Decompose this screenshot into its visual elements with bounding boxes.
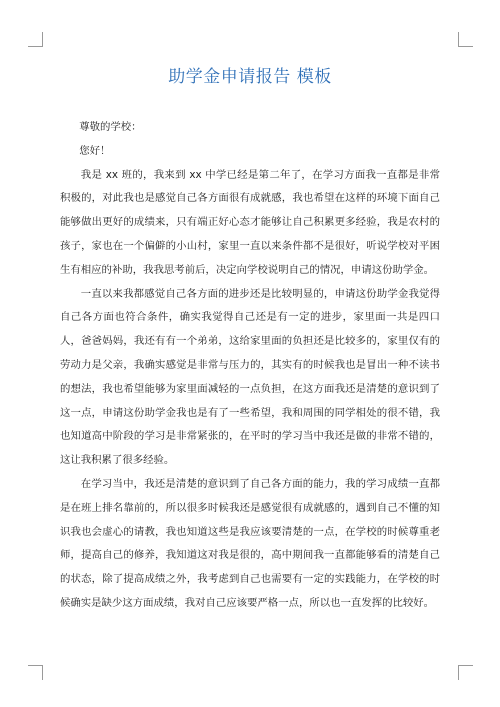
document-title: 助学金申请报告 模板 <box>168 67 332 87</box>
crop-mark-bottom-left <box>28 665 43 680</box>
paragraph-3: 在学习当中，我还是清楚的意识到了自己各方面的能力，我的学习成绩一直都是在班上排名靠前的，所以很多时候我还是感觉很有成就感的，遇到自己不懂的知识我也会虚心的请教，我也知道这些是我应该要清楚的一点，在学校的时候尊重老师，提高自己的修养，我知道这对我是很的，高中期间我一直都能够看的清楚自己的状态，除了提高成绩之外，我考虑到自己也需要有一定的实践能力，在学校的时候确实是缺少这方面成绩，我对自己应该要严格一点，所以也一直发挥的比较好。 <box>60 477 440 609</box>
paragraph-2: 一直以来我都感觉自己各方面的进步还是比较明显的，申请这份助学金我觉得自己各方面也符合条件，确实我觉得自己还是有一定的进步，家里面一共是四口人，爸爸妈妈，我还有有一个弟弟，这给家里面的负担还是比较多的，家里仅有的劳动力是父亲，我确实感觉是非常与压力的，其实有的时候我也是冒出一种不读书的想法，我也希望能够为家里面减轻的一点负担，在这方面我还是清楚的意识到了这一点，申请这份助学金我也是有了一些希望，我和周围的同学相处的很不错，我也知道高中阶段的学习是非常紧张的，在平时的学习当中我还是做的非常不错的，这让我积累了很多经验。 <box>60 287 440 467</box>
crop-mark-top-left <box>28 32 43 47</box>
crop-mark-bottom-right <box>458 665 473 680</box>
salutation: 尊敬的学校： <box>79 121 142 133</box>
greeting: 您好！ <box>79 144 111 157</box>
document-body <box>60 116 440 616</box>
crop-mark-top-right <box>458 32 473 47</box>
paragraph-1: 我是 xx 班的，我来到 xx 中学已经是第二年了，在学习方面我一直都是非常积极的，对此我也是感觉自己各方面很有成就感，我也希望在这样的环境下面自己能够做出更好的成绩来，只有端正好心态才能够让自己积累更多经验，我是农村的孩子，家也在一个偏僻的小山村，家里一直以来条件都不是很好，听说学校对平困生有相应的补助，我我思考前后，决定向学校说明自己的情况，申请这份助学金。 <box>60 168 440 276</box>
